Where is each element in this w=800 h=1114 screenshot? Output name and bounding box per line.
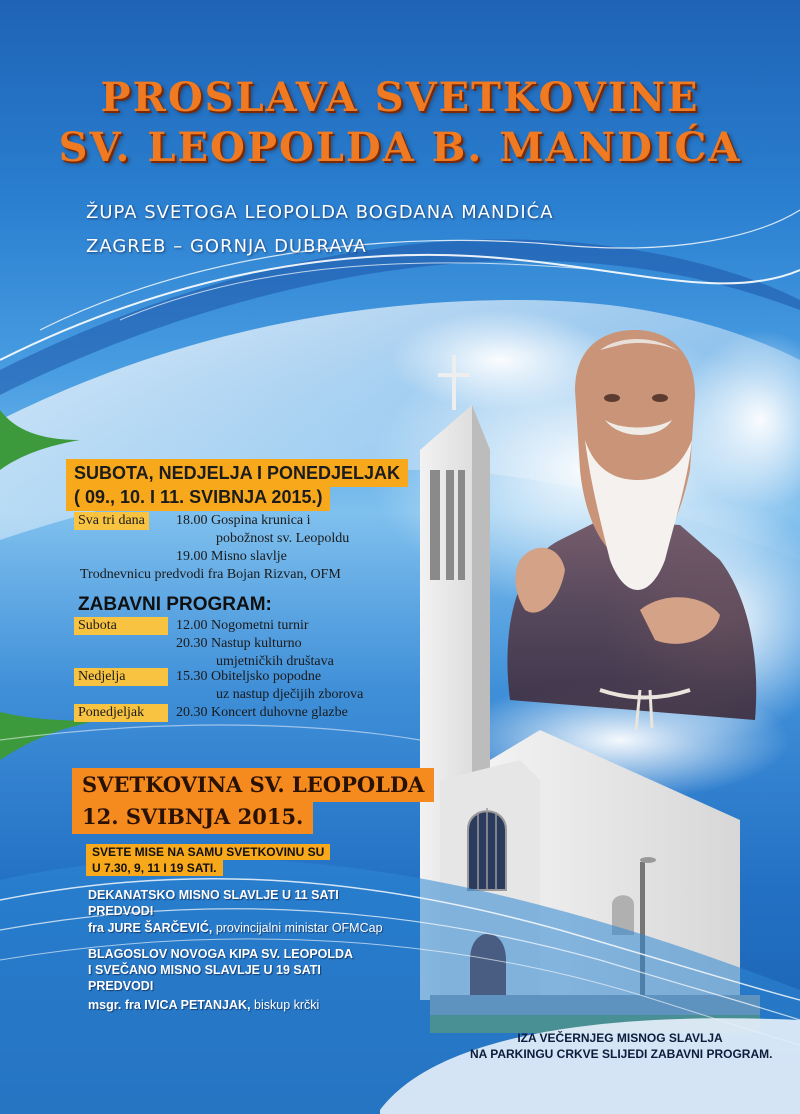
tag-ponedjeljak: Ponedjeljak — [74, 704, 168, 722]
bishop-role: biskup krčki — [250, 998, 320, 1012]
deanery-presides: PREDVODI — [88, 904, 154, 918]
program-heading: ZABAVNI PROGRAM: — [78, 594, 272, 615]
blessing-line-2: I SVEČANO MISNO SLAVLJE U 19 SATI — [88, 963, 321, 977]
program-line: 12.00 Nogometni turnir — [176, 618, 309, 633]
triduum-line: pobožnost sv. Leopoldu — [216, 531, 350, 546]
masses-line-2: U 7.30, 9, 11 I 19 SATI. — [86, 860, 223, 876]
triduum-heading-days: SUBOTA, NEDJELJA I PONEDJELJAK — [66, 459, 408, 487]
blessing-presides: PREDVODI — [88, 979, 154, 993]
triduum-line: 18.00 Gospina krunica i — [176, 513, 311, 528]
bishop-name: msgr. fra IVICA PETANJAK, — [88, 998, 251, 1012]
tag-subota: Subota — [74, 617, 168, 635]
tag-sva-tri-dana: Sva tri dana — [74, 512, 149, 530]
tag-nedjelja: Nedjelja — [74, 668, 168, 686]
deanery-mass: DEKANATSKO MISNO SLAVLJE U 11 SATI — [88, 888, 339, 902]
subtitle-parish: ŽUPA SVETOGA LEOPOLDA BOGDANA MANDIĆA — [86, 202, 554, 223]
feast-date: 12. SVIBNJA 2015. — [72, 800, 313, 834]
program-line: 15.30 Obiteljsko popodne — [176, 669, 322, 684]
title-line-1: PROSLAVA SVETKOVINE — [100, 74, 700, 121]
footer-line-2: NA PARKINGU CRKVE SLIJEDI ZABAVNI PROGRAM. — [470, 1047, 773, 1061]
deanery-celebrant — [88, 920, 383, 936]
program-line: 20.30 Nastup kulturno — [176, 636, 302, 651]
triduum-line: 19.00 Misno slavlje — [176, 549, 287, 564]
masses-line-1: SVETE MISE NA SAMU SVETKOVINU SU — [86, 844, 330, 860]
title-line-2: SV. LEOPOLDA B. MANDIĆA — [58, 124, 742, 171]
triduum-leader: Trodnevnicu predvodi fra Bojan Rizvan, OFM — [80, 567, 341, 582]
footer-line-1: IZA VEČERNJEG MISNOG SLAVLJA — [517, 1031, 723, 1045]
triduum-heading-dates: ( 09., 10. I 11. SVIBNJA 2015.) — [66, 483, 330, 511]
blessing-line-1: BLAGOSLOV NOVOGA KIPA SV. LEOPOLDA — [88, 947, 354, 961]
blessing-celebrant — [88, 997, 319, 1013]
program-line: umjetničkih društava — [216, 654, 334, 669]
celebrant-role: provincijalni ministar OFMCap — [212, 921, 383, 935]
feast-heading: SVETKOVINA SV. LEOPOLDA — [72, 768, 434, 802]
subtitle-location: ZAGREB – GORNJA DUBRAVA — [86, 236, 367, 257]
program-line: 20.30 Koncert duhovne glazbe — [176, 705, 348, 720]
celebrant-name: fra JURE ŠARČEVIĆ, — [88, 921, 213, 935]
program-line: uz nastup dječijih zborova — [216, 687, 364, 702]
